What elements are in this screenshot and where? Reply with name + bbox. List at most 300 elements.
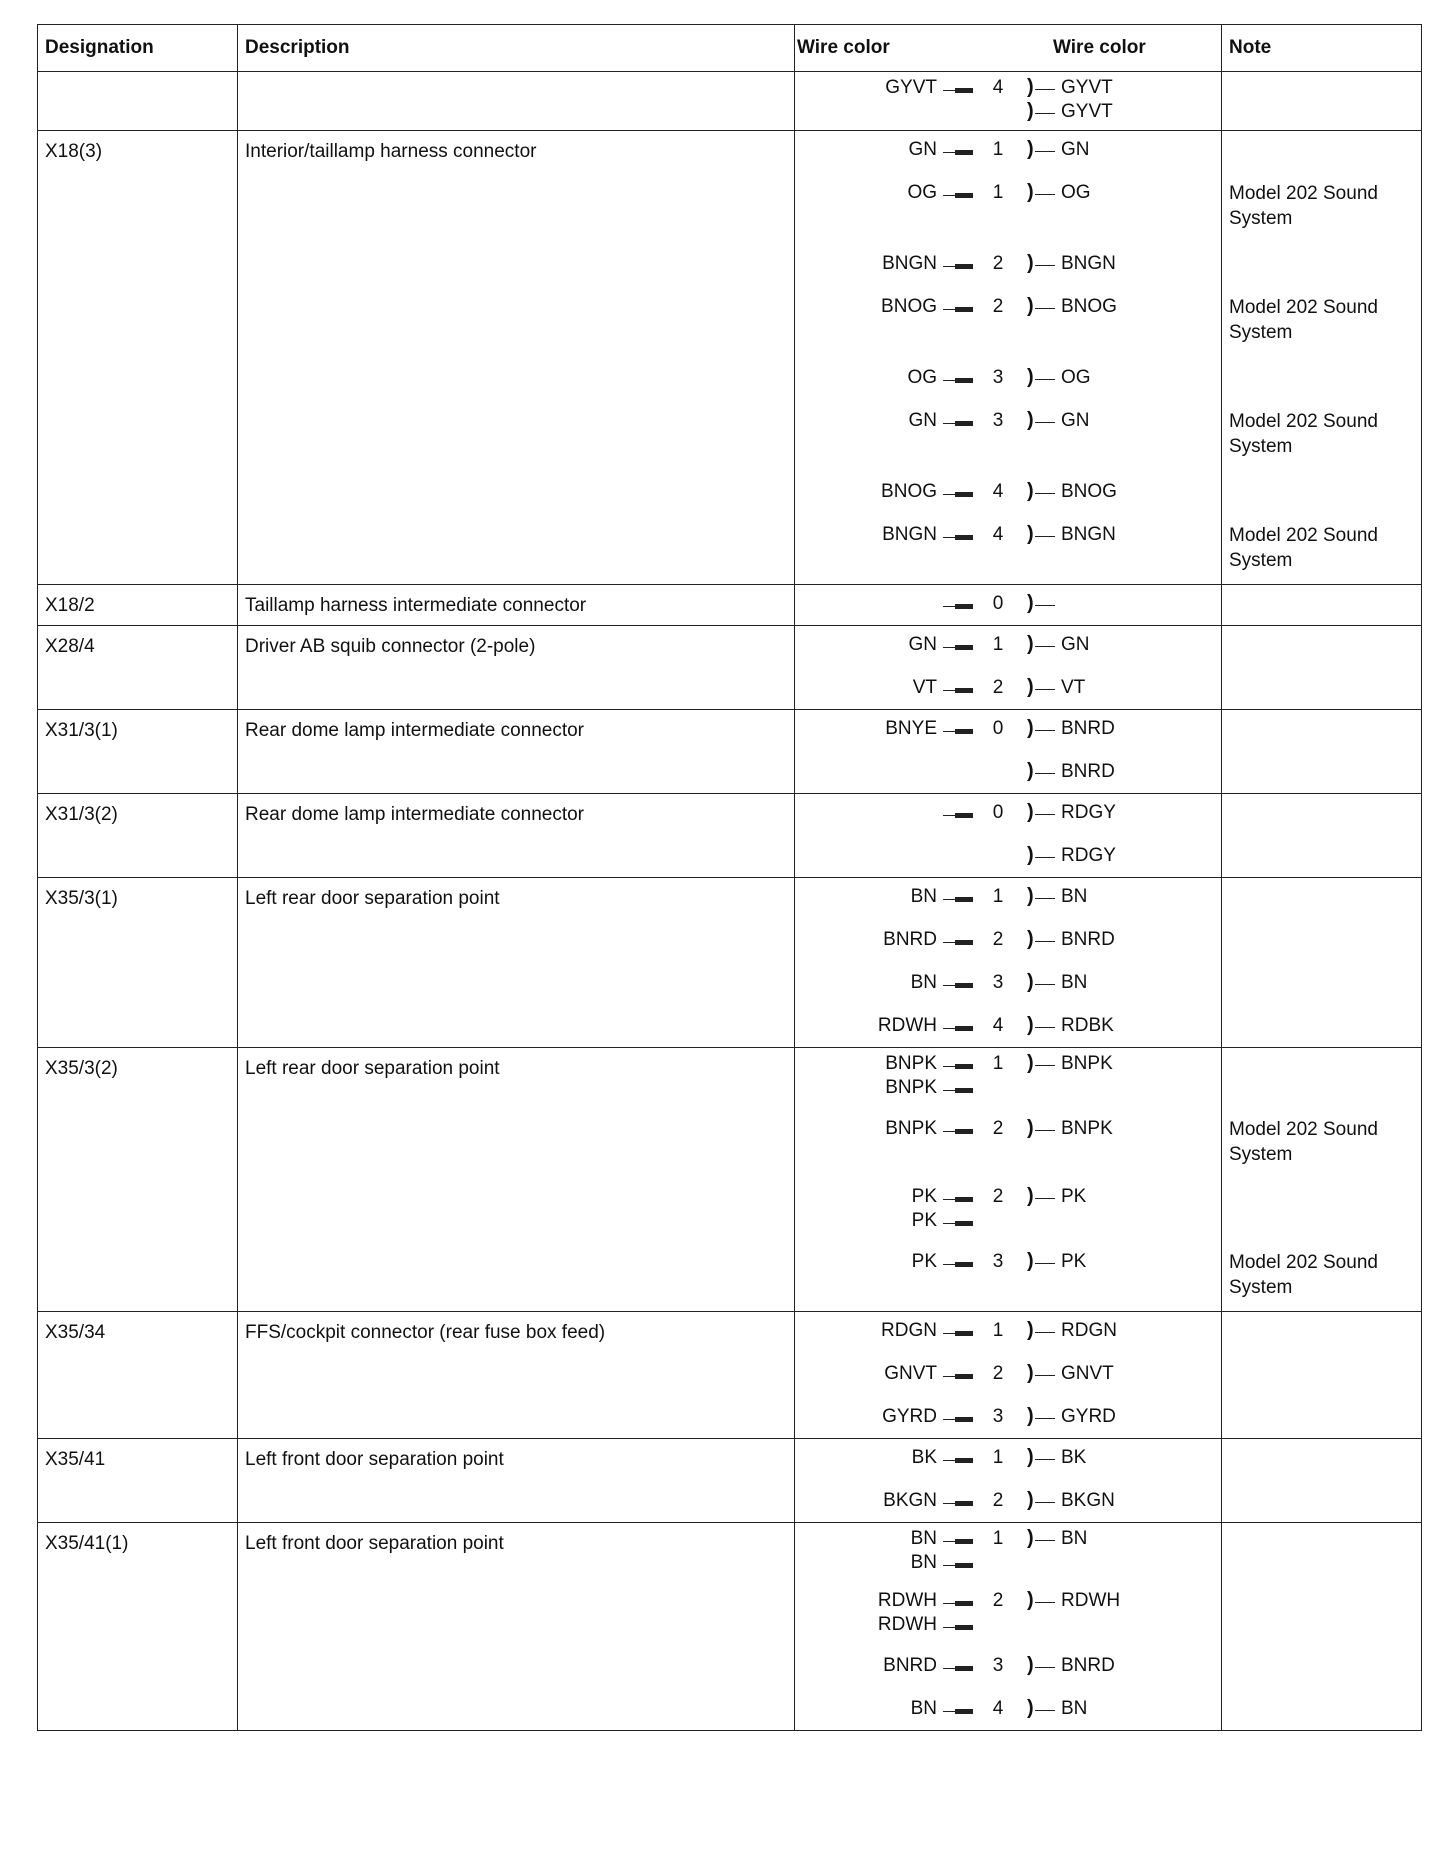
female-pin-icon: [1025, 520, 1059, 550]
note-text: [1222, 363, 1421, 393]
wire-color-cell: [795, 1312, 1222, 1439]
left-wire-color: GN: [908, 410, 937, 431]
header-wire-color-right: Wire color: [1053, 37, 1146, 58]
wire-group: [795, 1114, 1221, 1172]
wire-color-cell: [795, 794, 1222, 878]
note-cell: [1222, 585, 1422, 626]
wire-line: [795, 841, 1221, 871]
pin-number: 1: [992, 1528, 1004, 1549]
male-pin-icon: [941, 1694, 975, 1724]
wire-color-cell: [795, 585, 1222, 626]
note-text: [1222, 477, 1421, 507]
left-wire-color: RDWH: [877, 1590, 937, 1611]
pin-number: 2: [992, 1590, 1004, 1611]
wire-line: [795, 363, 1221, 393]
right-wire-color: PK: [1061, 1251, 1087, 1272]
wire-line: [795, 178, 1221, 208]
spacer: [1222, 744, 1421, 757]
male-pin-icon: [941, 630, 975, 660]
right-wire-color: BN: [1061, 886, 1088, 907]
designation-cell: X31/3(2): [38, 794, 238, 878]
female-pin-icon: [1025, 841, 1059, 871]
male-pin-icon: [941, 520, 975, 550]
wire-line: [795, 1114, 1221, 1144]
left-wire-color: BNYE: [885, 718, 937, 739]
spacer: [795, 1389, 1221, 1402]
header-wire-color-left: Wire color: [797, 37, 890, 58]
female-pin-icon: [1025, 1316, 1059, 1346]
male-pin-icon: [941, 1052, 975, 1076]
spacer: [1222, 350, 1421, 363]
female-pin-icon: [1025, 1486, 1059, 1516]
male-pin-icon: [941, 1011, 975, 1041]
spacer: [795, 744, 1221, 757]
left-wire-color: BNPK: [885, 1118, 937, 1139]
pin-number: 1: [992, 1053, 1004, 1074]
pin-number: 2: [992, 1118, 1004, 1139]
wire-group: [795, 757, 1221, 787]
right-wire-color: VT: [1061, 677, 1086, 698]
pin-number: 2: [992, 1363, 1004, 1384]
table-row: [38, 1439, 1422, 1523]
wire-line: [795, 1185, 1221, 1209]
description-cell: Left rear door separation point: [238, 878, 795, 1048]
wire-line: [795, 1076, 1221, 1100]
pin-number: 0: [992, 718, 1004, 739]
right-wire-color: RDBK: [1061, 1015, 1114, 1036]
note-text: [1222, 841, 1421, 871]
note-cell: [1222, 1523, 1422, 1731]
note-cell: [1222, 131, 1422, 585]
spacer: [795, 464, 1221, 477]
spacer: [795, 1473, 1221, 1486]
pin-number: 1: [992, 1320, 1004, 1341]
spacer: [1222, 955, 1421, 968]
spacer: [1222, 1473, 1421, 1486]
pin-number: 4: [992, 1698, 1004, 1719]
wire-line: [795, 1443, 1221, 1473]
spacer: [1222, 912, 1421, 925]
wire-group: [795, 1052, 1221, 1100]
female-pin-icon: [1025, 882, 1059, 912]
wire-line: [795, 1589, 1221, 1613]
male-pin-icon: [941, 1651, 975, 1681]
male-pin-icon: [941, 178, 975, 208]
wire-group: [795, 630, 1221, 660]
female-pin-icon: [1025, 1359, 1059, 1389]
wire-group: [795, 1316, 1221, 1346]
right-wire-color: BNRD: [1061, 1655, 1115, 1676]
wire-group: [795, 925, 1221, 955]
wire-group: [795, 589, 1221, 619]
female-pin-icon: [1025, 1694, 1059, 1724]
left-wire-color: BN: [910, 886, 937, 907]
note-text: [1222, 673, 1421, 703]
male-pin-icon: [941, 1247, 975, 1277]
note-text: [1222, 1011, 1421, 1041]
spacer: [795, 350, 1221, 363]
pin-number: 3: [992, 410, 1004, 431]
wire-line: [795, 1247, 1221, 1277]
wire-group: [795, 1527, 1221, 1575]
pin-number: 2: [992, 253, 1004, 274]
note-text: [1222, 1316, 1421, 1346]
right-wire-color: BNPK: [1061, 1053, 1113, 1074]
pin-number: 3: [992, 367, 1004, 388]
description-cell: [238, 72, 795, 131]
table-row: [38, 794, 1422, 878]
pin-number: 4: [992, 481, 1004, 502]
note-text: Model 202 Sound System: [1229, 1252, 1378, 1298]
wire-group: [795, 1402, 1221, 1432]
table-row: [38, 1523, 1422, 1731]
pin-number: 1: [992, 182, 1004, 203]
wire-line: [795, 1486, 1221, 1516]
note-text: [1222, 1651, 1421, 1681]
note-cell: [1222, 710, 1422, 794]
note-text: [1222, 589, 1421, 619]
female-pin-icon: [1025, 477, 1059, 507]
male-pin-icon: [941, 1551, 975, 1575]
female-pin-icon: [1025, 757, 1059, 787]
description-cell: Left rear door separation point: [238, 1048, 795, 1312]
right-wire-color: BNGN: [1061, 253, 1116, 274]
left-wire-color: VT: [912, 677, 937, 698]
table-row: [38, 1048, 1422, 1312]
note-text: [1222, 249, 1421, 279]
pin-number: 1: [992, 139, 1004, 160]
pin-number: 3: [992, 1406, 1004, 1427]
wire-line: [795, 1551, 1221, 1575]
male-pin-icon: [941, 292, 975, 322]
designation-cell: X35/3(1): [38, 878, 238, 1048]
spacer: [1222, 1637, 1421, 1651]
note-text: [1222, 135, 1421, 165]
note-text: [1222, 76, 1421, 124]
note-cell: [1222, 794, 1422, 878]
note-text: [1222, 1694, 1421, 1724]
wire-group: [795, 1359, 1221, 1389]
female-pin-icon: [1025, 76, 1059, 100]
left-wire-color: BNGN: [882, 524, 937, 545]
wire-group: [795, 1651, 1221, 1681]
spacer: [1222, 660, 1421, 673]
note-text: [1222, 630, 1421, 660]
right-wire-color: BKGN: [1061, 1490, 1115, 1511]
wiring-table-container: [37, 24, 1421, 1731]
spacer: [795, 998, 1221, 1011]
description-cell: FFS/cockpit connector (rear fuse box feed): [238, 1312, 795, 1439]
wire-line: [795, 589, 1221, 619]
pin-number: 3: [992, 972, 1004, 993]
pin-number: 2: [992, 929, 1004, 950]
spacer: [795, 165, 1221, 178]
female-pin-icon: [1025, 1114, 1059, 1144]
note-cell: [1222, 1439, 1422, 1523]
table-row: [38, 1312, 1422, 1439]
spacer: [1222, 828, 1421, 841]
right-wire-color: GYVT: [1061, 101, 1113, 122]
wire-color-cell: [795, 710, 1222, 794]
table-row: [38, 878, 1422, 1048]
right-wire-color: GN: [1061, 410, 1090, 431]
wire-color-cell: [795, 72, 1222, 131]
left-wire-color: BNRD: [883, 1655, 937, 1676]
pin-number: 2: [992, 296, 1004, 317]
pin-number: 1: [992, 886, 1004, 907]
female-pin-icon: [1025, 1247, 1059, 1277]
wire-line: [795, 1052, 1221, 1076]
wire-line: [795, 714, 1221, 744]
pin-number: 0: [992, 593, 1004, 614]
male-pin-icon: [941, 1185, 975, 1209]
designation-cell: X35/41: [38, 1439, 238, 1523]
male-pin-icon: [941, 1209, 975, 1233]
wire-group: [795, 798, 1221, 828]
male-pin-icon: [941, 135, 975, 165]
spacer: [1222, 1681, 1421, 1694]
spacer: [795, 660, 1221, 673]
note-text: Model 202 Sound System: [1229, 411, 1378, 457]
male-pin-icon: [941, 1359, 975, 1389]
wire-line: [795, 1694, 1221, 1724]
pin-number: 4: [992, 1015, 1004, 1036]
wire-color-cell: [795, 131, 1222, 585]
spacer: [795, 955, 1221, 968]
spacer: [795, 1233, 1221, 1247]
left-wire-color: BNGN: [882, 253, 937, 274]
spacer: [795, 1575, 1221, 1589]
designation-cell: X28/4: [38, 626, 238, 710]
designation-cell: X35/41(1): [38, 1523, 238, 1731]
wiring-table: [37, 24, 1422, 1731]
left-wire-color: GYRD: [882, 1406, 937, 1427]
left-wire-color: GNVT: [884, 1363, 937, 1384]
header-description: Description: [238, 25, 795, 72]
note-text: [1222, 968, 1421, 998]
table-row: [38, 710, 1422, 794]
designation-cell: X35/3(2): [38, 1048, 238, 1312]
male-pin-icon: [941, 363, 975, 393]
female-pin-icon: [1025, 363, 1059, 393]
wire-line: [795, 968, 1221, 998]
female-pin-icon: [1025, 714, 1059, 744]
female-pin-icon: [1025, 1185, 1059, 1209]
right-wire-color: GYRD: [1061, 1406, 1116, 1427]
female-pin-icon: [1025, 406, 1059, 436]
female-pin-icon: [1025, 135, 1059, 165]
female-pin-icon: [1025, 1011, 1059, 1041]
note-text: [1222, 1052, 1421, 1100]
note-text: [1222, 757, 1421, 787]
wire-line: [795, 1651, 1221, 1681]
designation-cell: X18/2: [38, 585, 238, 626]
pin-number: 3: [992, 1251, 1004, 1272]
left-wire-color: PK: [911, 1210, 937, 1231]
header-designation: Designation: [38, 25, 238, 72]
designation-cell: X35/34: [38, 1312, 238, 1439]
note-text: [1222, 1443, 1421, 1473]
wire-line: [795, 757, 1221, 787]
pin-number: 1: [992, 1447, 1004, 1468]
spacer: [1222, 1575, 1421, 1589]
wire-group: [795, 1247, 1221, 1305]
right-wire-color: BNPK: [1061, 1118, 1113, 1139]
male-pin-icon: [941, 798, 975, 828]
description-cell: Taillamp harness intermediate connector: [238, 585, 795, 626]
note-cell: [1222, 72, 1422, 131]
wire-group: [795, 292, 1221, 350]
right-wire-color: GYVT: [1061, 77, 1113, 98]
table-body: [38, 72, 1422, 1731]
table-row: [38, 626, 1422, 710]
note-text: Model 202 Sound System: [1229, 1119, 1378, 1165]
right-wire-color: OG: [1061, 182, 1091, 203]
spacer: [1222, 279, 1421, 292]
note-text: [1222, 714, 1421, 744]
wire-group: [795, 841, 1221, 871]
spacer: [795, 1637, 1221, 1651]
wire-line: [795, 520, 1221, 550]
table-row: [38, 72, 1422, 131]
wire-group: [795, 968, 1221, 998]
note-text: Model 202 Sound System: [1229, 525, 1378, 571]
left-wire-color: RDGN: [881, 1320, 937, 1341]
right-wire-color: BN: [1061, 972, 1088, 993]
left-wire-color: OG: [907, 367, 937, 388]
spacer: [795, 1172, 1221, 1185]
wire-line: [795, 1402, 1221, 1432]
wire-group: [795, 249, 1221, 279]
right-wire-color: RDWH: [1061, 1590, 1121, 1611]
wire-group: [795, 76, 1221, 124]
left-wire-color: BNPK: [885, 1053, 937, 1074]
pin-number: 4: [992, 77, 1004, 98]
left-wire-color: BK: [911, 1447, 937, 1468]
female-pin-icon: [1025, 798, 1059, 828]
wire-line: [795, 135, 1221, 165]
table-row: [38, 585, 1422, 626]
female-pin-icon: [1025, 249, 1059, 279]
note-text: [1222, 1589, 1421, 1637]
male-pin-icon: [941, 477, 975, 507]
right-wire-color: GN: [1061, 634, 1090, 655]
male-pin-icon: [941, 406, 975, 436]
male-pin-icon: [941, 1589, 975, 1613]
designation-cell: X18(3): [38, 131, 238, 585]
note-cell: [1222, 626, 1422, 710]
left-wire-color: PK: [911, 1251, 937, 1272]
description-cell: Left front door separation point: [238, 1439, 795, 1523]
wire-group: [795, 363, 1221, 393]
wire-group: [795, 477, 1221, 507]
spacer: [1222, 236, 1421, 249]
note-text: [1222, 925, 1421, 955]
spacer: [795, 1681, 1221, 1694]
female-pin-icon: [1025, 630, 1059, 660]
pin-number: 3: [992, 1655, 1004, 1676]
wire-group: [795, 1589, 1221, 1637]
right-wire-color: PK: [1061, 1186, 1087, 1207]
wire-group: [795, 1486, 1221, 1516]
pin-number: 2: [992, 1186, 1004, 1207]
note-text: [1222, 1359, 1421, 1389]
right-wire-color: BNRD: [1061, 718, 1115, 739]
male-pin-icon: [941, 968, 975, 998]
header-note: Note: [1222, 25, 1422, 72]
right-wire-color: RDGN: [1061, 1320, 1117, 1341]
designation-cell: [38, 72, 238, 131]
spacer: [1222, 1233, 1421, 1247]
right-wire-color: OG: [1061, 367, 1091, 388]
note-text: Model 202 Sound System: [1229, 297, 1378, 343]
spacer: [795, 393, 1221, 406]
wire-group: [795, 1443, 1221, 1473]
female-pin-icon: [1025, 1052, 1059, 1076]
right-wire-color: BK: [1061, 1447, 1087, 1468]
male-pin-icon: [941, 673, 975, 703]
note-cell: [1222, 1312, 1422, 1439]
wire-line: [795, 477, 1221, 507]
wire-color-cell: [795, 1439, 1222, 1523]
wire-line: [795, 406, 1221, 436]
spacer: [795, 279, 1221, 292]
male-pin-icon: [941, 925, 975, 955]
wire-line: [795, 925, 1221, 955]
wire-line: [795, 249, 1221, 279]
left-wire-color: BKGN: [883, 1490, 937, 1511]
spacer: [795, 507, 1221, 520]
wire-color-cell: [795, 878, 1222, 1048]
spacer: [1222, 1172, 1421, 1185]
female-pin-icon: [1025, 292, 1059, 322]
right-wire-color: BNGN: [1061, 524, 1116, 545]
header-wire-color: [795, 25, 1222, 72]
wire-group: [795, 520, 1221, 578]
spacer: [1222, 464, 1421, 477]
right-wire-color: BN: [1061, 1528, 1088, 1549]
male-pin-icon: [941, 1402, 975, 1432]
female-pin-icon: [1025, 1402, 1059, 1432]
female-pin-icon: [1025, 1443, 1059, 1473]
female-pin-icon: [1025, 178, 1059, 208]
spacer: [1222, 1389, 1421, 1402]
pin-number: 2: [992, 1490, 1004, 1511]
header-row: [38, 25, 1422, 72]
spacer: [1222, 1346, 1421, 1359]
pin-number: 4: [992, 524, 1004, 545]
note-cell: [1222, 878, 1422, 1048]
spacer: [795, 236, 1221, 249]
wire-group: [795, 882, 1221, 912]
female-pin-icon: [1025, 1651, 1059, 1681]
male-pin-icon: [941, 1443, 975, 1473]
female-pin-icon: [1025, 673, 1059, 703]
right-wire-color: GNVT: [1061, 1363, 1114, 1384]
note-text: [1222, 798, 1421, 828]
female-pin-icon: [1025, 925, 1059, 955]
spacer: [1222, 1100, 1421, 1114]
spacer: [795, 912, 1221, 925]
female-pin-icon: [1025, 100, 1059, 124]
wire-group: [795, 673, 1221, 703]
male-pin-icon: [941, 882, 975, 912]
right-wire-color: BNRD: [1061, 761, 1115, 782]
male-pin-icon: [941, 1114, 975, 1144]
wire-line: [795, 673, 1221, 703]
wire-group: [795, 714, 1221, 744]
female-pin-icon: [1025, 968, 1059, 998]
